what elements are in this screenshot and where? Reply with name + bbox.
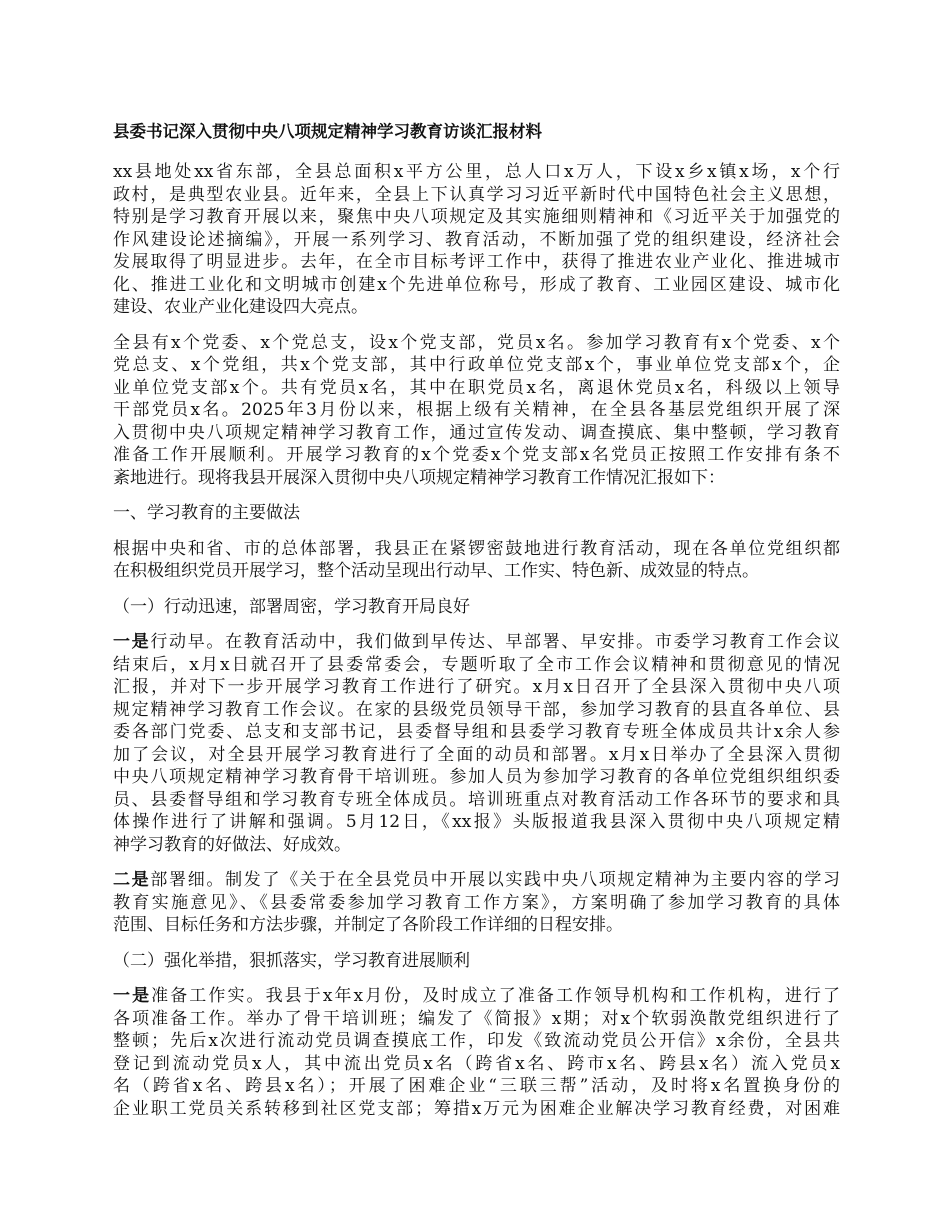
text-line <box>113 985 840 1008</box>
section-heading <box>113 502 840 525</box>
line-text: 行动早。在教育活动中，我们做到早传达、早部署、早安排。市委学习教育工作会议 <box>150 632 840 652</box>
text-line: 规定精神学习教育工作会议。在家的县级党员领导干部，参加学习教育的县直各单位、县 <box>113 699 840 720</box>
document-body <box>113 161 840 1120</box>
text-line: 特别是学习教育开展以来，聚焦中央八项规定及其实施细则精神和《习近平关于加强党的 <box>113 207 840 227</box>
text-line: 业单位党支部x个。共有党员x名，其中在职党员x名，离退休党员x名，科级以上领导 <box>113 377 840 398</box>
text-line: （一）行动迅速，部署周密，学习教育开局良好 <box>113 596 470 617</box>
paragraph <box>113 869 840 937</box>
paragraph <box>113 161 840 319</box>
bold-lead: 一是 <box>113 632 151 652</box>
text-line: 结束后，x月x日就召开了县委常委会，专题听取了全市工作会议精神和贯彻意见的情况 <box>113 654 840 675</box>
text-line: （二）强化举措，狠抓落实，学习教育进展顺利 <box>113 950 470 971</box>
text-line: 中央八项规定精神学习教育骨干培训班。参加人员为参加学习教育的各单位党组织组织委 <box>113 767 840 787</box>
text-line: 作风建设论述摘编》，开展一系列学习、教育活动，不断加强了党的组织建设，经济社会 <box>113 229 840 250</box>
paragraph <box>113 538 840 583</box>
text-line: 准备工作开展顺利。开展学习教育的x个党委x个党支部x名党员正按照工作安排有条不 <box>113 445 840 465</box>
text-line: 一、学习教育的主要做法 <box>113 503 300 523</box>
text-line: 神学习教育的好做法、好成效。 <box>113 834 351 855</box>
text-line: 整顿；先后x次进行流动党员调查摸底工作，印发《致流动党员公开信》x余份，全县共 <box>113 1031 840 1051</box>
text-line: 名（跨省x名、跨县x名）；开展了困难企业“三联三帮”活动，及时将x名置换身份的 <box>113 1076 840 1096</box>
paragraph <box>113 332 840 490</box>
section-heading <box>113 596 840 619</box>
line-text: 准备工作实。我县于x年x月份，及时成立了准备工作领导机构和工作机构，进行了 <box>151 986 840 1006</box>
text-line: 根据中央和省、市的总体部署，我县正在紧锣密鼓地进行教育活动，现在各单位党组织都 <box>113 538 840 559</box>
text-line: 登记到流动党员x人，其中流出党员x名（跨省x名、跨市x名、跨县x名）流入党员x <box>113 1053 840 1074</box>
line-text: 部署细。制发了《关于在全县党员中开展以实践中央八项规定精神为主要内容的学习 <box>150 870 840 890</box>
bold-lead: 二是 <box>113 870 151 890</box>
document-page <box>113 120 840 1133</box>
document-title: 县委书记深入贯彻中央八项规定精神学习教育访谈汇报材料 <box>113 122 542 141</box>
text-line: 企业职工党员关系转移到社区党支部；筹措x万元为困难企业解决学习教育经费，对困难 <box>113 1098 840 1119</box>
text-line: 建设、农业产业化建设四大亮点。 <box>113 297 368 317</box>
text-line <box>113 631 840 654</box>
text-line: 教育实施意见》、《县委常委参加学习教育工作方案》，方案明确了参加学习教育的具体 <box>113 892 840 913</box>
text-line: 政村，是典型农业县。近年来，全县上下认真学习习近平新时代中国特色社会主义思想， <box>113 184 840 205</box>
paragraph <box>113 631 840 856</box>
text-line: 体操作进行了讲解和强调。5月12日，《xx报》头版报道我县深入贯彻中央八项规定精 <box>113 812 840 832</box>
text-line: 在积极组织党员开展学习，整个活动呈现出行动早、工作实、特色新、成效显的特点。 <box>113 561 759 581</box>
text-line: 化、推进工业化和文明城市创建x个先进单位称号，形成了教育、工业园区建设、城市化 <box>113 274 840 295</box>
text-line: 员、县委督导组和学习教育专班全体成员。培训班重点对教育活动工作各环节的要求和具 <box>113 789 840 810</box>
text-line: xx县地处xx省东部，全县总面积x平方公里，总人口x万人，下设x乡x镇x场，x个行 <box>113 162 840 182</box>
text-line: 发展取得了明显进步。去年，在全市目标考评工作中，获得了推进农业产业化、推进城市 <box>113 252 840 272</box>
text-line: 入贯彻中央八项规定精神学习教育工作，通过宣传发动、调查摸底、集中整顿，学习教育 <box>113 422 840 443</box>
paragraph <box>113 985 840 1120</box>
text-line <box>113 869 840 892</box>
text-line: 各项准备工作。举办了骨干培训班；编发了《简报》x期；对x个软弱涣散党组织进行了 <box>113 1008 840 1029</box>
text-line: 范围、目标任务和方法步骤，并制定了各阶段工作详细的日程安排。 <box>113 915 623 935</box>
text-line: 紊地进行。现将我县开展深入贯彻中央八项规定精神学习教育工作情况汇报如下： <box>113 467 725 488</box>
text-line: 全县有x个党委、x个党总支，设x个党支部，党员x名。参加学习教育有x个党委、x个 <box>113 332 840 353</box>
section-heading <box>113 950 840 973</box>
text-line: 委各部门党委、总支和支部书记，县委督导组和县委学习教育专班全体成员共计x余人参 <box>113 722 840 742</box>
bold-lead: 一是 <box>113 986 152 1006</box>
text-line: 党总支、x个党组，共x个党支部，其中行政单位党支部x个，事业单位党支部x个，企 <box>113 355 840 375</box>
text-line: 加了会议，对全县开展学习教育进行了全面的动员和部署。x月x日举办了全县深入贯彻 <box>113 744 840 765</box>
text-line: 干部党员x名。2025年3月份以来，根据上级有关精神，在全县各基层党组织开展了深 <box>113 400 840 420</box>
text-line: 汇报，并对下一步开展学习教育工作进行了研究。x月x日召开了全县深入贯彻中央八项 <box>113 677 840 697</box>
